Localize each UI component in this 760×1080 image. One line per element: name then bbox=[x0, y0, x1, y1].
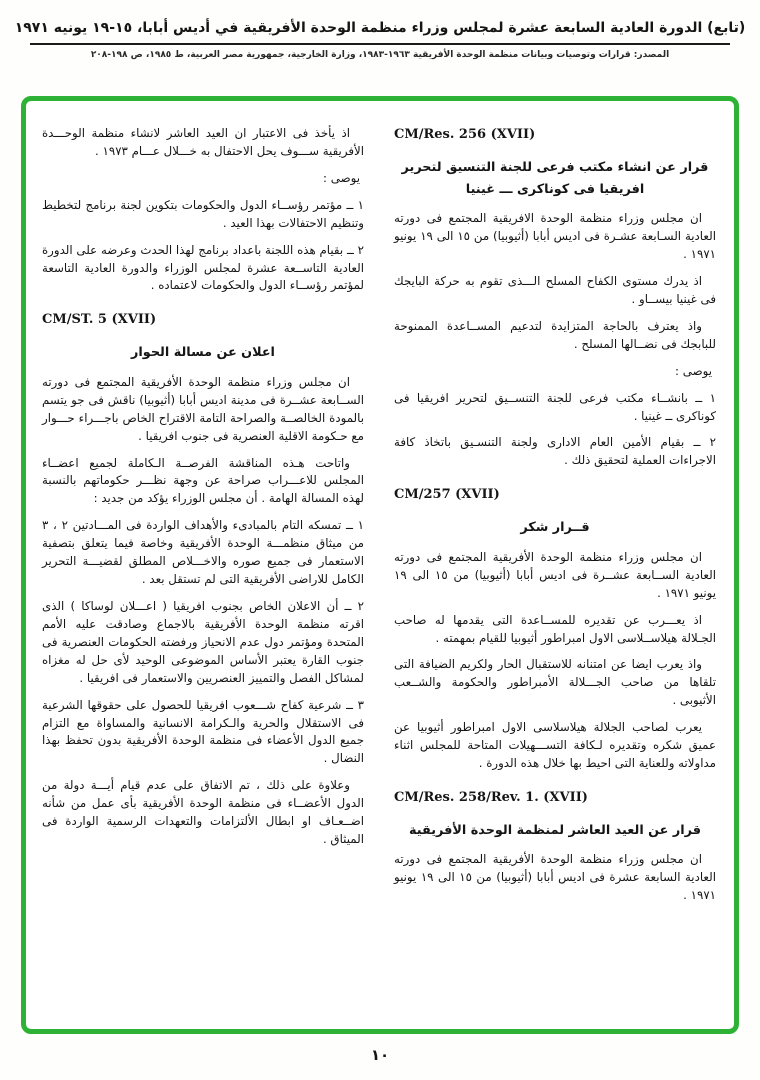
paragraph: اذ يدرك مستوى الكفاح المسلح الـــذى تقوم به حركة البايجك فى غينيا بيســاو . bbox=[394, 274, 716, 306]
list-item: ١ ــ مؤتمر رؤســاء الدول والحكومات بتكوين لجنة برنامج لتخطيط وتنظيم الاحتفالات بهذا العيد . bbox=[42, 197, 364, 230]
resolution-258-title: قرار عن العيد العاشر لمنظمة الوحدة الأفريقية bbox=[409, 822, 701, 838]
document-title: (تابع) الدورة العادية السابعة عشرة لمجلس وزراء منظمة الوحدة الأفريقية في أديس أبابا، ١٥-١٩ يونيه ١٩٧١ bbox=[14, 20, 746, 36]
list-item: ٢ ــ أن الاعلان الخاص بجنوب افريقيا ( اعـــلان لوساكا ) الذى اقرته منظمة الوحدة الأفريقية بالاجماع وصادقت عليه الأمم المتحدة ومؤتمر دول عدم الانحياز ورفضته الحكومات العنصرية فى جنوب القارة يعتبر الأساس الموضوعى الوحيد لأى حل له مغزاه لمشاكل الفصل والتمييز العنصريين والاستعمار فى افريقيا . bbox=[42, 599, 364, 685]
paragraph: ان مجلس وزراء منظمة الوحدة الأفريقية المجتمع فى دورته العادية الســابعة عشــرة فى اديس أبابا (أثيوبيا) من ١٥ الى ١٩ يونيو ١٩٧١ . bbox=[394, 549, 716, 600]
resolution-257-title: قــرار شكر bbox=[520, 520, 590, 536]
page-number: ١٠ bbox=[370, 1046, 390, 1064]
header-divider bbox=[30, 43, 730, 45]
source-citation: المصدر: قرارات وتوصيات وبيانات منظمة الوحدة الأفريقية ١٩٦٣-١٩٨٣، وزارة الخارجية، جمهورية مصر العربية، ط ١٩٨٥، ص ١٩٨-٢٠٨ bbox=[90, 50, 670, 60]
paragraph: يعرب لصاحب الجلالة هيلاسلاسى الاول امبراطور أثيوبيا عن عميق شكره وتقديره لـكافة التســـهيلات المتاحة للمجلس اثناء مداولاته وللعناية التى احيط بها خلال هذه الدورة . bbox=[394, 720, 716, 771]
list-item: ١ ــ تمسكه التام بالمبادىء والأهداف الواردة فى المـــادتين ٢ ، ٣ من ميثاق منظمـــة الوحدة الأفريقية وخاصة فيما يتعلق بتصفية الاستعمار فى جميع صوره والاخـــلاص المطلق لقضيـــة التحرير الكامل للاراضى الأفريقية التى لم تستقل بعد . bbox=[42, 518, 365, 587]
column-left bbox=[42, 125, 364, 1021]
list-item: ٢ ــ بقيام الأمين العام الادارى ولجنة التنسـيق باتخاذ كافة الاجراءات العملية لتحقيق ذلك . bbox=[394, 435, 716, 468]
paragraph: ان مجلس وزراء منظمة الوحدة الأفريقية المجتمع فى دورته الســابعة عشــرة فى مدينة اديس أبابا (أثيوبيا) ناقش فى جو يتسم بالمودة الخالصــة والصراحة التامة الاقتراح الخاص باجـــراء حـــوار مع حـكومة الاقلية العنصرية فى جنوب افريقيا . bbox=[42, 374, 364, 443]
resolution-ref-257: CM/257 (XVII) bbox=[394, 487, 500, 503]
paragraph: ان مجلس وزراء منظمة الوحدة الأفريقية المجتمع فى دورته العادية السابعة عشرة فى اديس أبابا (أثيوبيا) من ١٥ الى ١٩ يونيو ١٩٧١ . bbox=[394, 852, 716, 903]
green-frame bbox=[21, 96, 739, 1034]
paragraph: اذ يأخذ فى الاعتبار ان العيد العاشر لانشاء منظمة الوحـــدة الأفريقية ســـوف يحل الاحتفال به خـــلال عـــام ١٩٧٣ . bbox=[42, 126, 364, 158]
recommends-label: يوصى : bbox=[675, 363, 712, 378]
list-item: ١ ــ بانشــاء مكتب فرعى للجنة التنســيق لتحرير افريقيا فى كوناكرى ــ غينيا . bbox=[394, 390, 716, 423]
list-item: ٣ ــ شرعية كفاح شـــعوب افريقيا للحصول على حقوقها الشرعية فى الاستقلال والحرية والـكرامة الانسانية والمساواة مع التزام جميع الدول الأعضاء فى منظمة الوحدة الأفريقية بدون تحفظ بهذا النضال . bbox=[42, 697, 364, 766]
statement-st5-title: اعلان عن مسالة الحوار bbox=[131, 345, 275, 361]
paragraph: واذ يعترف بالحاجة المتزايدة لتدعيم المســاعدة الممنوحة للبابجك فى نضــالها المسلح . bbox=[394, 318, 716, 351]
resolution-ref-258: CM/Res. 258/Rev. 1. (XVII) bbox=[394, 789, 588, 805]
paragraph: ان مجلس وزراء منظمة الوحدة الافريقية المجتمع فى دورته العادية السـابعة عشـرة فى اديس أبابا (أثيوبيا) من ١٥ الى ١٩ يونيو ١٩٧١ . bbox=[394, 211, 716, 262]
paragraph: اذ يعـــرب عن تقديره للمســاعدة التى يقدمها له صاحب الجـلالة هيلاســلاسى الاول امبراطور أثيوبيا للقيام بمهمته . bbox=[394, 612, 716, 645]
paragraph: واتاحت هـذه المناقشة الفرصــة الـكاملة لجميع اعضــاء المجلس للاعـــراب صراحة عن وجهة نظـــر حكوماتهم بالنسبة لهذه المسالة الهامة . أن مجلس الوزراء يؤكد من جديد : bbox=[42, 455, 364, 506]
column-right bbox=[394, 125, 716, 1021]
statement-ref-st5: CM/ST. 5 (XVII) bbox=[42, 312, 157, 328]
list-item: ٢ ــ بقيام هذه اللجنة باعداد برنامج لهذا الحدث وعرضه على الدورة العادية التاســعة عشرة لمجلس الوزراء والدورة العادية التاسعة لمؤتمر رؤســاء الدول والحكومات لاعتماده . bbox=[42, 242, 364, 293]
two-column-layout bbox=[42, 125, 716, 1021]
paragraph: واذ يعرب ايضا عن امتنانه للاستقبال الحار ولكريم الضيافة التى تلقاها من صاحب الجـــلالة الأمبراطور والحكومة والشــعب الأثيوبى . bbox=[394, 657, 716, 708]
resolution-256-title: قرار عن انشاء مكتب فرعى للجنة التنسيق لتحرير افريقيا فى كوناكرى ـــ غينيا bbox=[401, 159, 709, 197]
paragraph: وعلاوة على ذلك ، تم الاتفاق على عدم قيام أيـــة دولة من الدول الأعضــاء فى منظمة الوحدة الأفريقية بأى عمل من شأنه اضــعـاف او ابطال الألتزامات والتعهدات الرسمية الواردة فى الميثاق . bbox=[42, 778, 364, 847]
recommends-label: يوصى : bbox=[323, 170, 360, 185]
resolution-ref-256: CM/Res. 256 (XVII) bbox=[394, 127, 536, 142]
page-header bbox=[0, 0, 760, 60]
